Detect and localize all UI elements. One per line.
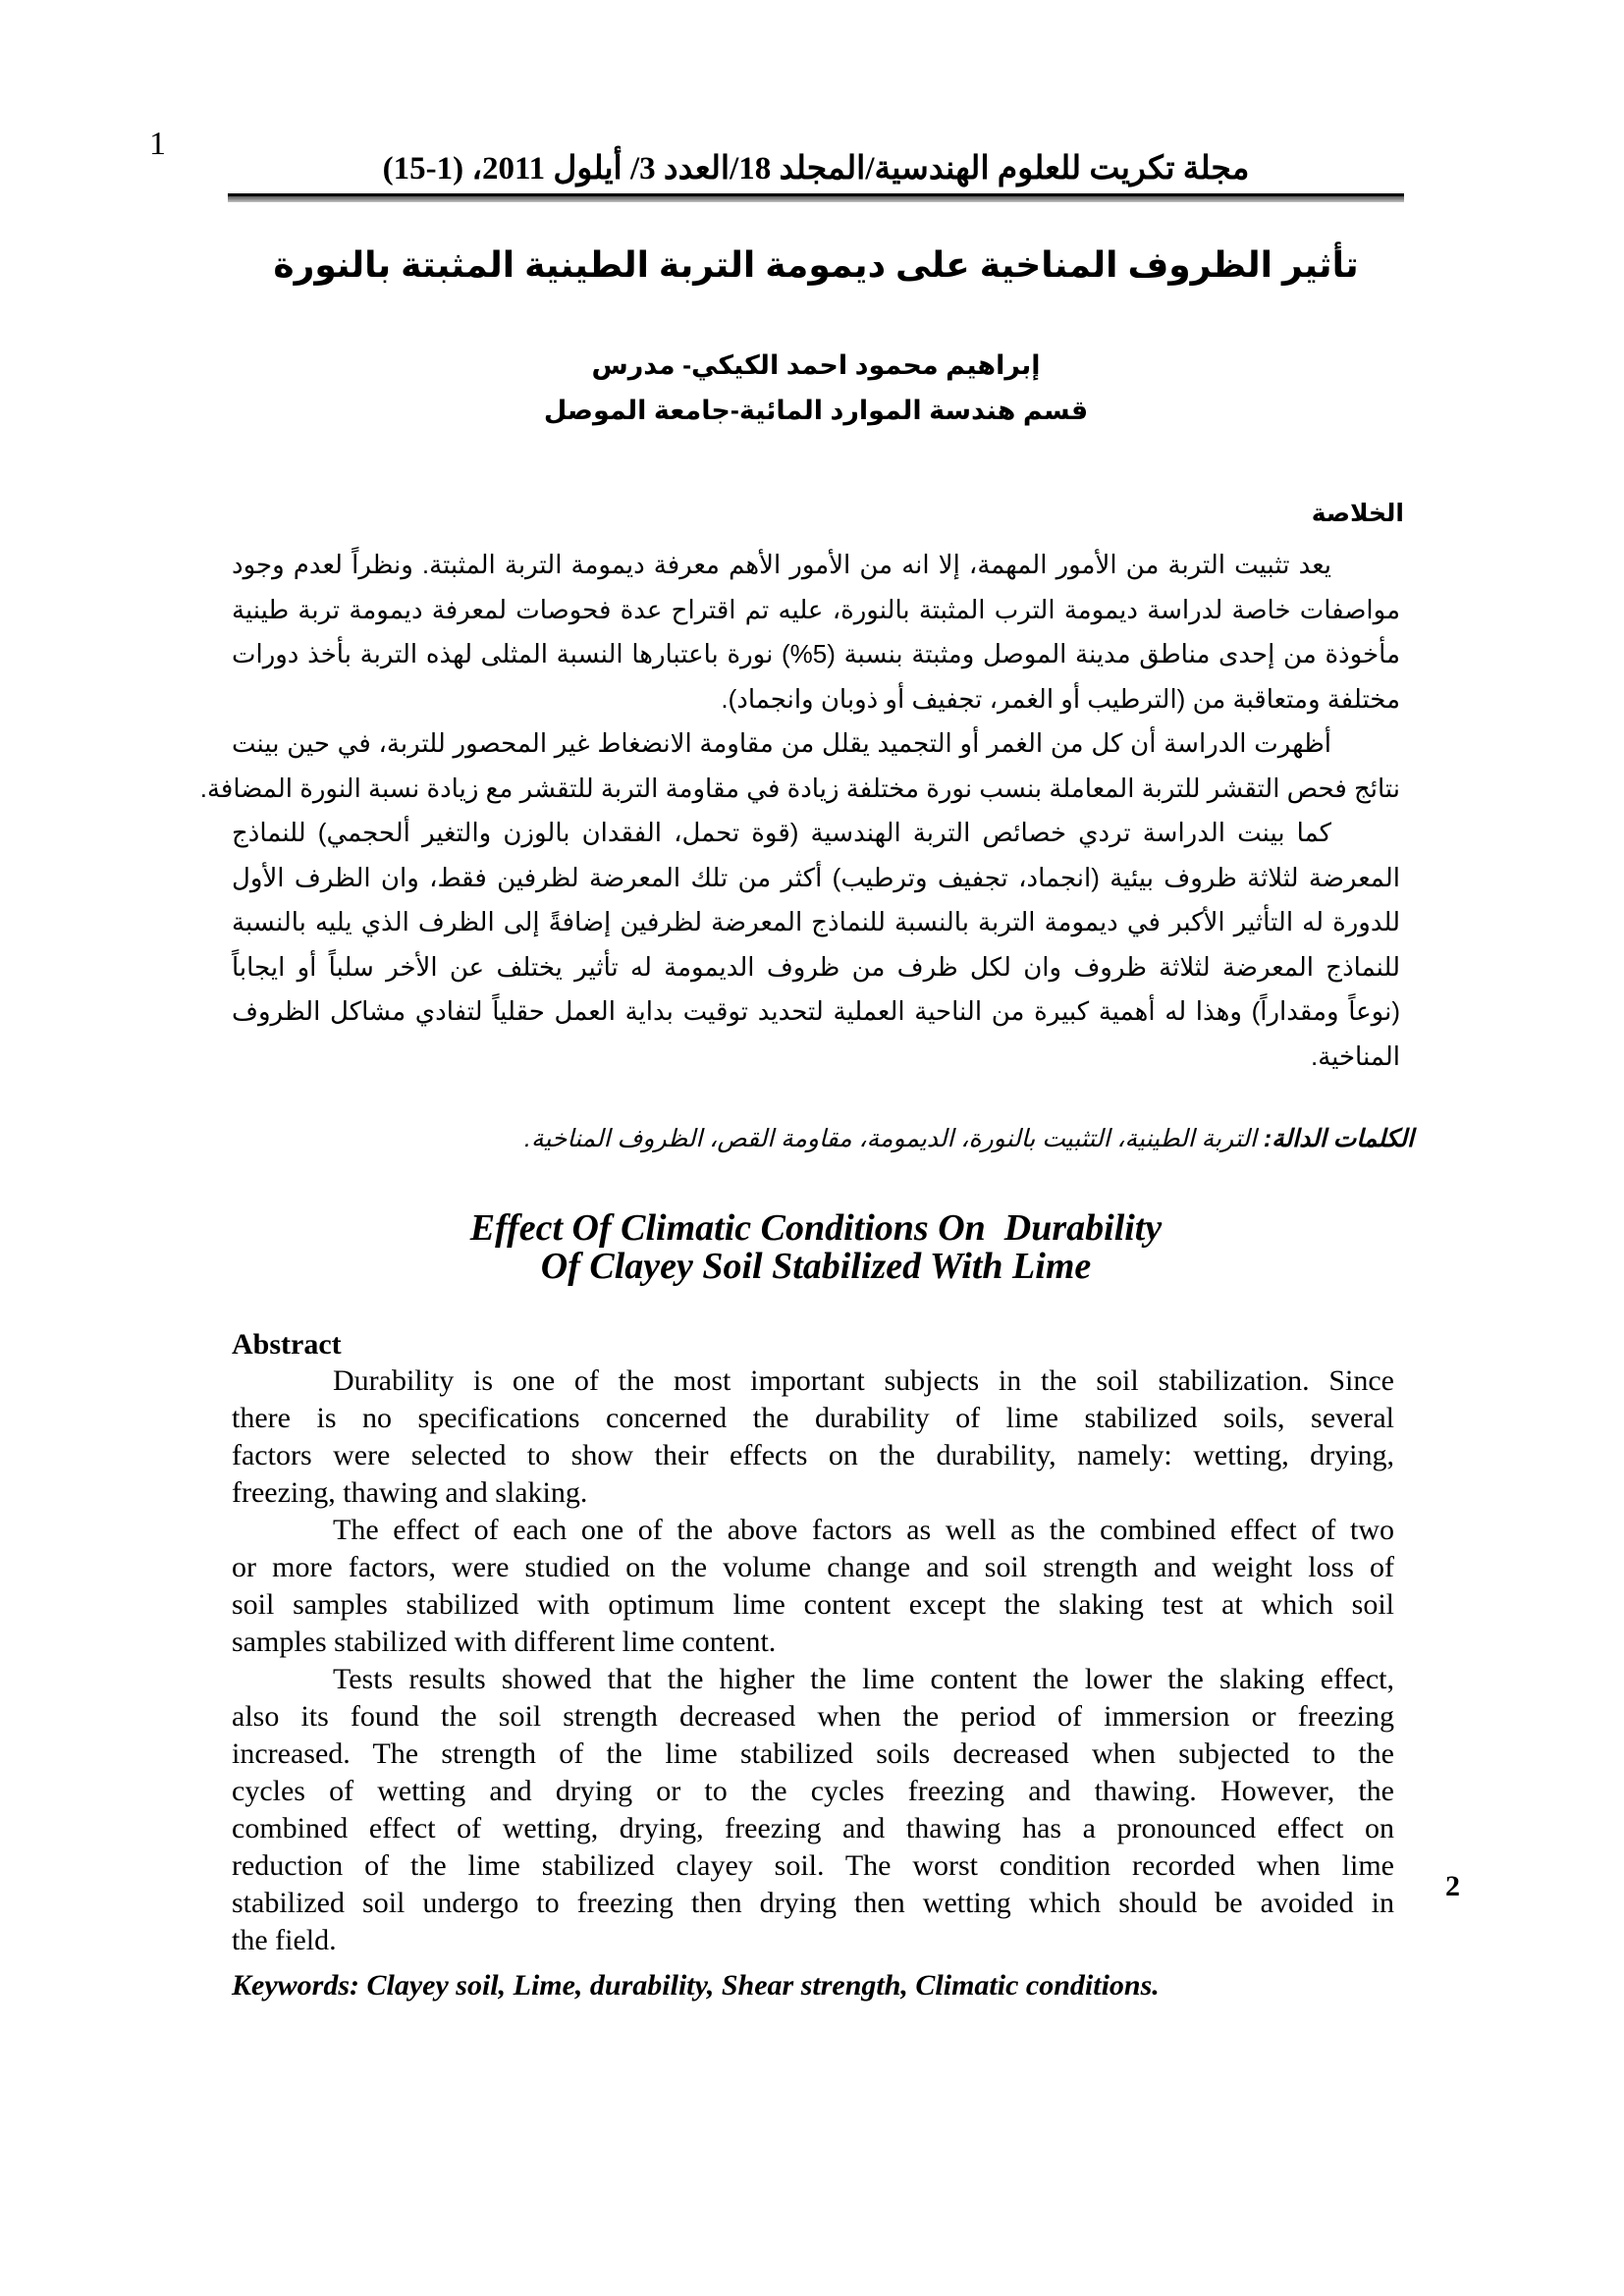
english-title-line-1: Effect Of Climatic Conditions On Durability bbox=[469, 1207, 1163, 1249]
page-number-top: 1 bbox=[149, 126, 166, 162]
arabic-abstract-body bbox=[199, 543, 1400, 1079]
arabic-keywords bbox=[196, 1119, 1414, 1158]
english-abstract-heading: Abstract bbox=[232, 1328, 342, 1361]
arabic-abstract-heading: الخلاصة bbox=[1311, 500, 1404, 527]
english-abstract-line: The effect of each one of the above factors as well as the combined effect of two bbox=[333, 1514, 1394, 1546]
page-number-side: 2 bbox=[1445, 1870, 1460, 1902]
english-abstract-line: the field. bbox=[232, 1924, 337, 1956]
arabic-abstract-line: نتائج فحص التقشر للتربة المعاملة بنسب نورة مختلفة زيادة في مقاومة التربة للتقشر مع زيادة نسبة النورة المضافة. bbox=[199, 773, 1400, 803]
english-title-line-2: Of Clayey Soil Stabilized With Lime bbox=[540, 1246, 1092, 1287]
header-rule bbox=[228, 193, 1404, 202]
english-abstract-line: factors were selected to show their effects on the durability, namely: wetting, drying, bbox=[232, 1439, 1394, 1471]
english-title bbox=[228, 1209, 1404, 1286]
arabic-abstract-line: للدورة له التأثير الأكبر في ديمومة التربة بالنسبة للنماذج المعرضة لظرفين إضافةً إلى الظرف الذي يليه بالنسبة bbox=[232, 907, 1400, 936]
english-abstract-line: soil samples stabilized with optimum lime content except the slaking test at which soil bbox=[232, 1588, 1394, 1621]
english-abstract-line: stabilized soil undergo to freezing then drying then wetting which should be avoided in bbox=[232, 1887, 1394, 1919]
arabic-affiliation: قسم هندسة الموارد المائية-جامعة الموصل bbox=[543, 396, 1089, 425]
arabic-keywords-label: الكلمات الدالة: bbox=[1263, 1125, 1414, 1152]
arabic-abstract-line: مختلفة ومتعاقبة من (الترطيب أو الغمر، تجفيف أو ذوبان وانجماد). bbox=[721, 683, 1400, 714]
english-abstract-line: Durability is one of the most important subjects in the soil stabilization. Since bbox=[333, 1364, 1394, 1397]
arabic-abstract-line: (نوعاً ومقداراً) وهذا له أهمية كبيرة من الناحية العملية لتحديد توقيت بداية العمل حقلياً لتفادي مشاكل الظروف bbox=[232, 996, 1400, 1026]
english-abstract-line: combined effect of wetting, drying, freezing and thawing has a pronounced effect on bbox=[232, 1812, 1394, 1844]
english-abstract-line: also its found the soil strength decreased when the period of immersion or freezing bbox=[232, 1700, 1394, 1733]
english-abstract-line: or more factors, were studied on the volume change and soil strength and weight loss of bbox=[232, 1551, 1394, 1583]
arabic-abstract-line: مواصفات خاصة لدراسة ديمومة الترب المثبتة بالنورة، عليه تم اقتراح عدة فحوصات لمعرفة ديمومة تربة طينية bbox=[232, 594, 1400, 624]
arabic-abstract-line: للنماذج المعرضة لثلاثة ظروف وان لكل ظرف من ظروف الديمومة له تأثير يختلف عن الأخر سلباً أو ايجاباً bbox=[232, 951, 1400, 982]
english-abstract-line: cycles of wetting and drying or to the cycles freezing and thawing. However, the bbox=[232, 1775, 1394, 1807]
english-keywords: Keywords: Clayey soil, Lime, durability, Shear strength, Climatic conditions. bbox=[232, 1969, 1160, 2002]
english-abstract-line: freezing, thawing and slaking. bbox=[232, 1476, 588, 1509]
arabic-author: إبراهيم محمود احمد الكيكي- مدرس bbox=[591, 350, 1041, 380]
arabic-abstract-line: كما بينت الدراسة تردي خصائص التربة الهندسية (قوة تحمل، الفقدان بالوزن والتغير ألحجمي) للنماذج bbox=[232, 818, 1331, 847]
english-abstract-body bbox=[232, 1362, 1394, 1959]
arabic-abstract-line: يعد تثبيت التربة من الأمور المهمة، إلا انه من الأمور الأهم معرفة ديمومة التربة المثبتة. ونظراً لعدم وجود bbox=[232, 550, 1331, 579]
arabic-abstract-line: المعرضة لثلاثة ظروف بيئية (انجماد، تجفيف وترطيب) أكثر من تلك المعرضة لظرفين فقط، وان الظرف الأول bbox=[232, 862, 1400, 892]
journal-header: مجلة تكريت للعلوم الهندسية/المجلد 18/العدد 3/ أيلول 2011، (1-15) bbox=[382, 151, 1250, 187]
english-abstract-line: increased. The strength of the lime stabilized soils decreased when subjected to the bbox=[232, 1737, 1394, 1770]
english-abstract-line: there is no specifications concerned the durability of lime stabilized soils, several bbox=[232, 1402, 1394, 1434]
arabic-title: تأثير الظروف المناخية على ديمومة التربة الطينية المثبتة بالنورة bbox=[273, 244, 1359, 285]
arabic-abstract-line: أظهرت الدراسة أن كل من الغمر أو التجميد يقلل من مقاومة الانضغاط غير المحصور للتربة، في حين بينت bbox=[232, 728, 1331, 758]
english-abstract-line: samples stabilized with different lime content. bbox=[232, 1626, 777, 1658]
arabic-abstract-line: المناخية. bbox=[1310, 1041, 1400, 1071]
english-abstract-line: Tests results showed that the higher the lime content the lower the slaking effect, bbox=[333, 1663, 1394, 1695]
arabic-abstract-line: مأخوذة من إحدى مناطق مدينة الموصل ومثبتة بنسبة (5%) نورة باعتبارها النسبة المثلى لهذه التربة بأخذ دورات bbox=[232, 639, 1400, 668]
english-abstract-line: reduction of the lime stabilized clayey soil. The worst condition recorded when lime bbox=[232, 1849, 1394, 1882]
arabic-keywords-list: التربة الطينية، التثبيت بالنورة، الديمومة، مقاومة القص، الظروف المناخية. bbox=[524, 1125, 1264, 1152]
